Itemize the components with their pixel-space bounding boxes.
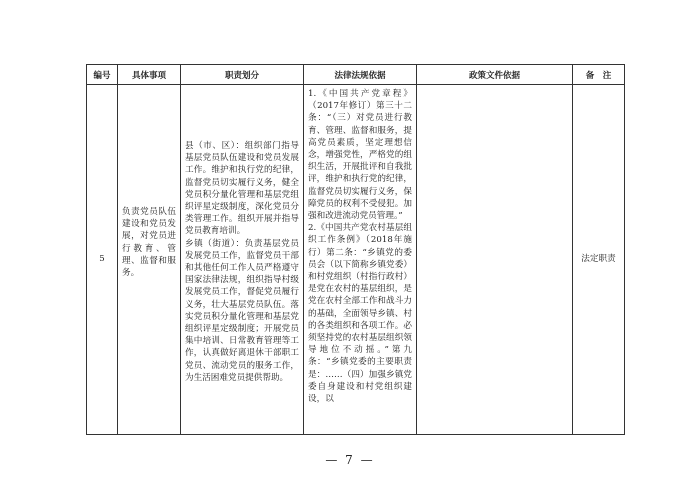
header-number: 编号 bbox=[87, 65, 118, 85]
row-item-cell bbox=[118, 85, 181, 435]
duty-township: 乡镇（街道）：负责基层党员发展党员工作，监督党员干部和其他任何工作人员严格遵守国家法律法规，组织指导村级发展党员工作，督促党员履行义务，壮大基层党员队伍。落实党员积分量化管理和基层党组织评星定级制度；开展党员集中培训、日常教育管理等工作，认真做好离退休干部职工党员、流动党员的服务工作，为生活困难党员提供帮助。 bbox=[185, 238, 299, 383]
page-number: — 7 — bbox=[325, 453, 375, 467]
row-law-cell bbox=[304, 85, 417, 435]
header-remark: 备 注 bbox=[573, 65, 625, 85]
header-duty: 职责划分 bbox=[181, 65, 304, 85]
header-law: 法律法规依据 bbox=[304, 65, 417, 85]
duty-county: 县（市、区）：组织部门指导基层党员队伍建设和党员发展工作。维护和执行党的纪律，监督党员切实履行义务，健全党员积分量化管理和基层党组织评星定级制度，深化党员分类管理工作。组织开展并指导党员教育培训。 bbox=[185, 141, 299, 237]
duty-table bbox=[86, 64, 625, 435]
header-row bbox=[87, 65, 625, 85]
row-duty-cell bbox=[181, 85, 304, 435]
header-policy: 政策文件依据 bbox=[417, 65, 573, 85]
table-row bbox=[87, 85, 625, 435]
row-policy bbox=[417, 85, 573, 435]
law-party-constitution: 1.《中国共产党章程》（2017年修订）第三十二条：“（三）对党员进行教育、管理、监督和服务，提高党员素质，坚定理想信念，增强党性，严格党的组织生活，开展批评和自我批评，维护和执行党的纪律，监督党员切实履行义务，保障党员的权利不受侵犯。加强和改进流动党员管理。” bbox=[308, 89, 412, 222]
row-remark: 法定职责 bbox=[573, 85, 625, 435]
law-rural-regulation: 2.《中国共产党农村基层组织工作条例》（2018年施行）第二条：“乡镇党的委员会（以下简称乡镇党委）和村党组织（村指行政村）是党在农村的基层组织，是党在农村全部工作和战斗力的基础，全面领导乡镇、村的各类组织和各项工作。必须坚持党的农村基层组织领导地位不动摇。”第九条：“乡镇党委的主要职责是：……（四）加强乡镇党委自身建设和村党组织建设，以 bbox=[308, 223, 412, 405]
row-number: 5 bbox=[87, 85, 118, 435]
row-item: 负责党员队伍建设和党员发展，对党员进行教育、管理、监督和服务。 bbox=[122, 207, 176, 279]
header-item: 具体事项 bbox=[118, 65, 181, 85]
